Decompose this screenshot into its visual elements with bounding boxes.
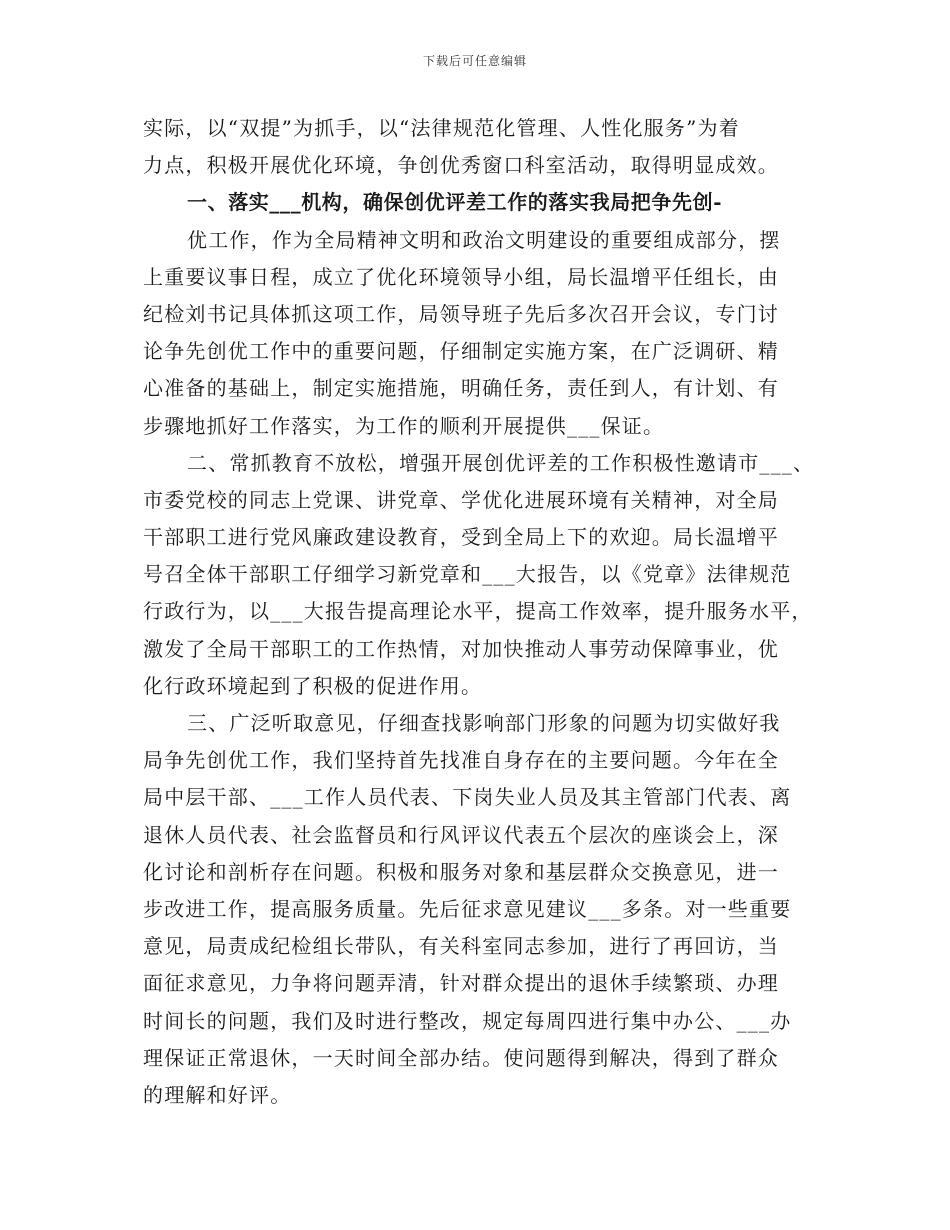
paragraph-line: 理保证正常退休，一天时间全部办结。使问题得到解决，得到了群众 <box>143 1045 779 1070</box>
section-heading-line: 一、落实___机构，确保创优评差工作的落实我局把争先创- <box>187 190 723 215</box>
paragraph-line: 二、常抓教育不放松，增强开展创优评差的工作积极性邀请市___、 <box>187 450 815 475</box>
paragraph-line: 实际，以“双提”为抓手，以“法律规范化管理、人性化服务”为着 <box>143 116 740 140</box>
paragraph-line: 市委党校的同志上党课、讲党章、学优化进展环境有关精神，对全局 <box>143 487 779 512</box>
paragraph-line: 力点，积极开展优化环境，争创优秀窗口科室活动，取得明显成效。 <box>143 153 779 178</box>
paragraph-line: 面征求意见，力争将问题弄清，针对群众提出的退休手续繁琐、办理 <box>143 971 779 996</box>
paragraph-line: 干部职工进行党风廉政建设教育，受到全局上下的欢迎。局长温增平 <box>143 525 779 550</box>
paragraph-line: 时间长的问题，我们及时进行整改，规定每周四进行集中办公、___办 <box>143 1008 792 1033</box>
paragraph-line: 号召全体干部职工仔细学习新党章和___大报告，以《党章》法律规范 <box>143 562 792 587</box>
paragraph-line: 化行政环境起到了积极的促进作用。 <box>143 673 483 698</box>
paragraph-line: 行政行为，以___大报告提高理论水平，提高工作效率，提升服务水平， <box>143 599 813 624</box>
paragraph-line: 步改进工作，提高服务质量。先后征求意见建议___多条。对一些重要 <box>143 896 792 921</box>
paragraph-line: 局争先创优工作，我们坚持首先找准自身存在的主要问题。今年在全 <box>143 748 779 773</box>
document-body <box>143 110 823 1114</box>
paragraph-line: 心准备的基础上，制定实施措施，明确任务，责任到人，有计划、有 <box>143 376 779 401</box>
paragraph-line: 的理解和好评。 <box>143 1082 292 1107</box>
paragraph-line: 纪检刘书记具体抓这项工作，局领导班子先后多次召开会议，专门讨 <box>143 301 779 326</box>
paragraph-line: 退休人员代表、社会监督员和行风评议代表五个层次的座谈会上，深 <box>143 822 779 847</box>
paragraph-line: 激发了全局干部职工的工作热情，对加快推动人事劳动保障事业，优 <box>143 636 779 661</box>
paragraph-line: 局中层干部、___工作人员代表、下岗失业人员及其主管部门代表、离 <box>143 785 792 810</box>
paragraph-line: 上重要议事日程，成立了优化环境领导小组，局长温增平任组长，由 <box>143 264 779 289</box>
paragraph-line: 论争先创优工作中的重要问题，仔细制定实施方案，在广泛调研、精 <box>143 339 779 364</box>
paragraph-line: 意见，局责成纪检组长带队，有关科室同志参加，进行了再回访，当 <box>143 934 779 959</box>
paragraph-line: 步骤地抓好工作落实，为工作的顺利开展提供___保证。 <box>143 413 665 438</box>
paragraph-line: 优工作，作为全局精神文明和政治文明建设的重要组成部分，摆 <box>187 227 781 252</box>
page-header: 下载后可任意编辑 <box>422 54 527 68</box>
paragraph-line: 化讨论和剖析存在问题。积极和服务对象和基层群众交换意见，进一 <box>143 859 779 884</box>
paragraph-line: 三、广泛听取意见，仔细查找影响部门形象的问题为切实做好我 <box>187 711 781 735</box>
